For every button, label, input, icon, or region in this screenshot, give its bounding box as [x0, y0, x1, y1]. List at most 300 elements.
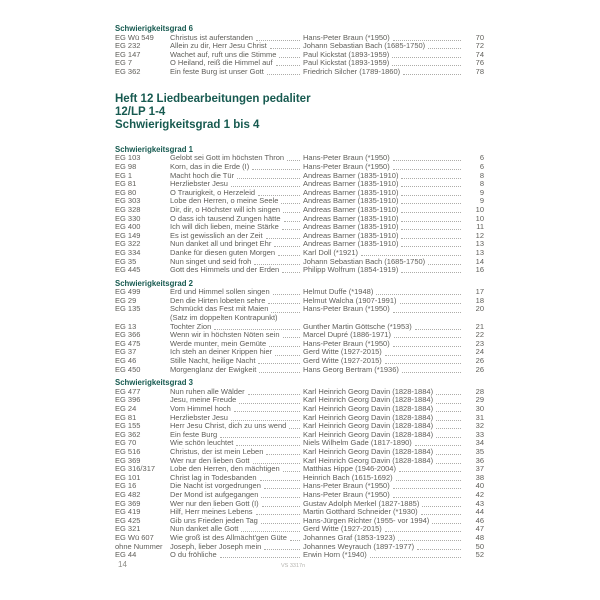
- page-number: 36: [475, 455, 484, 465]
- toc-row: [115, 34, 484, 43]
- composer-cell: [303, 357, 464, 366]
- hymn-title: Wie groß ist des Allmächt'gen Güte: [170, 533, 287, 542]
- dot-leader: [283, 470, 300, 472]
- composer-name: Helmut Duffe (*1948): [303, 288, 374, 297]
- toc-row: [115, 474, 484, 483]
- dot-leader: [259, 371, 300, 373]
- composer-cell: [303, 517, 464, 526]
- composer-cell: [303, 51, 464, 60]
- hymn-number: EG 369: [115, 456, 141, 465]
- composer-cell: [303, 431, 464, 440]
- composer-name: Hans-Jürgen Richter (1955- vor 1994): [303, 516, 430, 525]
- hymn-title-cell: [170, 431, 303, 440]
- composer-name: Karl Heinrich Georg Davin (1828-1884): [303, 405, 434, 413]
- dot-leader: [393, 168, 461, 170]
- hymn-number: EG 232: [115, 42, 141, 51]
- hymn-number: EG 362: [115, 67, 141, 76]
- hymn-title: Herr Jesu Christ, dich zu uns wend: [170, 422, 287, 431]
- difficulty-heading: Schwierigkeitsgrad 3: [115, 378, 193, 388]
- composer-cell: [303, 206, 464, 215]
- page-number: 42: [475, 489, 484, 499]
- toc-row: [115, 405, 484, 414]
- composer-name: Marcel Dupré (1886-1971): [303, 331, 391, 340]
- dot-leader: [385, 530, 461, 532]
- hymn-title: Die Nacht ist vorgedrungen: [170, 482, 261, 491]
- page-number: 8: [479, 179, 484, 189]
- toc-sections-top: [115, 25, 484, 77]
- composer-cell: [303, 297, 464, 306]
- dot-leader: [428, 47, 461, 49]
- toc-row: [115, 172, 484, 181]
- page-number: 21: [475, 321, 484, 331]
- composer-cell: [303, 500, 464, 509]
- toc-row: [115, 180, 484, 189]
- composer-name: Karl Heinrich Georg Davin (1828-1884): [303, 447, 434, 456]
- toc-content: [115, 25, 484, 560]
- hymn-number: EG Wü 549: [115, 33, 154, 42]
- hymn-title: Ein feste Burg ist unser Gott: [170, 67, 264, 76]
- dot-leader: [428, 263, 461, 265]
- hymn-number: EG 400: [115, 223, 141, 232]
- dot-leader: [231, 419, 300, 421]
- hymn-title-cell: [170, 405, 303, 414]
- page-number: 76: [475, 58, 484, 68]
- dot-leader: [385, 354, 461, 356]
- hymn-number: EG 7: [115, 59, 133, 68]
- dot-leader: [234, 410, 300, 412]
- composer-cell: [303, 154, 464, 163]
- dot-leader: [258, 362, 300, 364]
- hymn-title-cell: [170, 357, 303, 366]
- toc-row: [115, 297, 484, 306]
- dot-leader: [432, 522, 461, 524]
- difficulty-heading: Schwierigkeitsgrad 2: [115, 278, 193, 288]
- composer-name: Karl Heinrich Georg Davin (1828-1884): [303, 387, 434, 396]
- composer-name: Andreas Barner (1835-1910): [303, 188, 399, 197]
- page-number: 78: [475, 66, 484, 76]
- composer-cell: [303, 240, 464, 249]
- dot-leader: [417, 548, 461, 550]
- hymn-number: EG 419: [115, 508, 141, 517]
- composer-name: Andreas Barner (1835-1910): [303, 231, 399, 240]
- hymn-number: EG 46: [115, 357, 137, 366]
- dot-leader: [264, 487, 300, 489]
- hymn-title: Herzliebster Jesu: [170, 413, 228, 422]
- hymn-title: Es ist gewisslich an der Zeit: [170, 231, 263, 240]
- hymn-title-cell: [170, 266, 303, 275]
- hymn-number: EG 35: [115, 257, 137, 266]
- hymn-title-cell: [170, 323, 303, 332]
- dot-leader: [396, 479, 461, 481]
- composer-cell: [303, 215, 464, 224]
- dot-leader: [392, 64, 461, 66]
- composer-cell: [303, 366, 464, 375]
- hymn-title: Christus ist auferstanden: [170, 33, 253, 42]
- page-number: 50: [475, 541, 484, 551]
- dot-leader: [278, 254, 300, 256]
- composer-name: Martin Gotthard Schneider (*1930): [303, 508, 418, 517]
- hymn-title-cell: [170, 240, 303, 249]
- page-number: 13: [475, 239, 484, 249]
- dot-leader: [403, 73, 461, 75]
- dot-leader: [401, 194, 461, 196]
- dot-leader: [276, 64, 300, 66]
- toc-row: [115, 68, 484, 77]
- hymn-number: EG 425: [115, 516, 141, 525]
- hymn-title: Wenn wir in höchsten Nöten sein: [170, 331, 280, 340]
- composer-name: Helmut Walcha (1907-1991): [303, 296, 397, 305]
- dot-leader: [436, 419, 461, 421]
- page-number: 46: [475, 515, 484, 525]
- catalog-code: VS 3317n: [281, 563, 306, 569]
- hymn-number: EG 322: [115, 240, 141, 249]
- page-number: 14: [475, 256, 484, 266]
- hymn-title: Nun singet und seid froh: [170, 257, 252, 266]
- composer-cell: [303, 388, 464, 397]
- hymn-title-cell: [170, 348, 303, 357]
- toc-row: [115, 388, 484, 397]
- booklet-heading-line1: Heft 12 Liedbearbeitungen pedaliter: [115, 92, 311, 105]
- hymn-title: Joseph, lieber Joseph mein: [170, 542, 262, 551]
- toc-row: [115, 340, 484, 349]
- composer-name: Matthias Hippe (1946-2004): [303, 465, 396, 474]
- hymn-title-cell: [170, 206, 303, 215]
- toc-row: [115, 154, 484, 163]
- composer-cell: [303, 189, 464, 198]
- composer-cell: [303, 232, 464, 241]
- composer-name: Andreas Barner (1835-1910): [303, 214, 399, 223]
- composer-name: Johannes Weyrauch (1897-1977): [303, 542, 415, 551]
- composer-cell: [303, 42, 464, 51]
- composer-name: Heinrich Bach (1615-1692): [303, 473, 393, 482]
- hymn-title-cell: [170, 154, 303, 163]
- hymn-title-cell: [170, 551, 303, 560]
- page-number: 72: [475, 41, 484, 51]
- hymn-title-cell: [170, 366, 303, 375]
- composer-name: Gerd Witte (1927-2015): [303, 525, 382, 534]
- composer-name: Johann Sebastian Bach (1685-1750): [303, 42, 426, 51]
- hymn-number: EG 155: [115, 422, 141, 431]
- dot-leader: [287, 159, 300, 161]
- hymn-title-cell: [170, 34, 303, 43]
- page-number: 24: [475, 347, 484, 357]
- toc-row: [115, 448, 484, 457]
- page-number: 18: [475, 295, 484, 305]
- hymn-number: EG 321: [115, 525, 141, 534]
- page-number: 47: [475, 524, 484, 534]
- toc-row: [115, 482, 484, 491]
- page-number: 31: [475, 412, 484, 422]
- toc-row: [115, 348, 484, 357]
- dot-leader: [400, 302, 461, 304]
- toc-row: [115, 439, 484, 448]
- composer-name: Johannes Graf (1853-1923): [303, 533, 396, 542]
- hymn-title-cell: [170, 543, 303, 552]
- composer-name: Gustav Adolph Merkel (1827-1885): [303, 499, 420, 508]
- hymn-title-cell: [170, 180, 303, 189]
- dot-leader: [436, 402, 461, 404]
- hymn-number: EG 13: [115, 322, 137, 331]
- hymn-title-cell: [170, 297, 303, 306]
- hymn-title: Ein feste Burg: [170, 430, 218, 439]
- dot-leader: [239, 402, 300, 404]
- composer-cell: [303, 180, 464, 189]
- toc-row: [115, 491, 484, 500]
- hymn-number: EG 80: [115, 188, 137, 197]
- hymn-number: EG 516: [115, 447, 141, 456]
- toc-row: [115, 249, 484, 258]
- toc-row: [115, 534, 484, 543]
- hymn-number: EG 149: [115, 231, 141, 240]
- toc-row: [115, 525, 484, 534]
- hymn-title: Den die Hirten lobeten sehre: [170, 296, 266, 305]
- hymn-title: Erd und Himmel sollen singen: [170, 288, 270, 297]
- hymn-number: EG 328: [115, 205, 141, 214]
- composer-name: Hans-Peter Braun (*1950): [303, 162, 390, 171]
- hymn-title: Schmückt das Fest mit Maien: [170, 305, 269, 314]
- toc-row: [115, 431, 484, 440]
- page-number: 10: [475, 213, 484, 223]
- composer-name: Niels Wilhelm Gade (1817-1890): [303, 439, 412, 448]
- toc-row: [115, 51, 484, 60]
- composer-cell: [303, 491, 464, 500]
- dot-leader: [256, 39, 300, 41]
- composer-name: Paul Kickstat (1893-1959): [303, 50, 390, 59]
- hymn-title-cell: [170, 172, 303, 181]
- toc-row: [115, 357, 484, 366]
- hymn-number: EG 147: [115, 50, 141, 59]
- hymn-title: Gott des Himmels und der Erden: [170, 266, 280, 275]
- hymn-title-cell: [170, 288, 303, 297]
- composer-name: Paul Kickstat (1893-1959): [303, 59, 390, 68]
- dot-leader: [254, 263, 300, 265]
- hymn-title-cell: [170, 482, 303, 491]
- hymn-title: Wachet auf, ruft uns die Stimme: [170, 50, 277, 59]
- page-number: 30: [475, 404, 484, 413]
- toc-note-row: [115, 314, 484, 323]
- page-number: 70: [475, 32, 484, 42]
- composer-name: Hans-Peter Braun (*1950): [303, 482, 390, 491]
- hymn-title: Herzliebster Jesu: [170, 180, 228, 189]
- composer-name: Karl Doll (*1921): [303, 248, 359, 257]
- hymn-title-cell: [170, 388, 303, 397]
- composer-cell: [303, 534, 464, 543]
- toc-sections-main: [115, 146, 484, 560]
- composer-name: Karl Heinrich Georg Davin (1828-1884): [303, 396, 434, 405]
- dot-leader: [275, 354, 300, 356]
- page-number: 33: [475, 429, 484, 439]
- toc-row: [115, 465, 484, 474]
- page-number: 74: [475, 49, 484, 59]
- hymn-number: EG 475: [115, 339, 141, 348]
- composer-name: Andreas Barner (1835-1910): [303, 223, 399, 232]
- hymn-title: Gib uns Frieden jeden Tag: [170, 516, 258, 525]
- hymn-title: Nun ruhen alle Wälder: [170, 387, 245, 396]
- hymn-number: EG 81: [115, 413, 137, 422]
- hymn-title-cell: [170, 249, 303, 258]
- hymn-number: EG 334: [115, 248, 141, 257]
- dot-leader: [361, 254, 461, 256]
- toc-section: [115, 25, 484, 77]
- hymn-title-cell: [170, 491, 303, 500]
- toc-row: [115, 240, 484, 249]
- page-number: 6: [479, 161, 484, 171]
- hymn-title: Lobe den Herren, den mächtigen: [170, 465, 280, 474]
- composer-cell: [303, 474, 464, 483]
- composer-cell: [303, 439, 464, 448]
- composer-name: Karl Heinrich Georg Davin (1828-1884): [303, 422, 434, 431]
- dot-leader: [270, 47, 300, 49]
- dot-leader: [393, 496, 461, 498]
- toc-row: [115, 543, 484, 552]
- composer-name: Andreas Barner (1835-1910): [303, 240, 399, 249]
- hymn-number: EG 303: [115, 197, 141, 206]
- page-number: 34: [475, 438, 484, 448]
- composer-cell: [303, 258, 464, 267]
- page-number-footer: 14: [118, 560, 127, 569]
- composer-cell: [303, 465, 464, 474]
- composer-name: Karl Heinrich Georg Davin (1828-1884): [303, 456, 434, 465]
- dot-leader: [436, 393, 461, 395]
- toc-row: [115, 457, 484, 466]
- dot-leader: [241, 530, 300, 532]
- hymn-title-cell: [170, 340, 303, 349]
- composer-cell: [303, 405, 464, 414]
- dot-leader: [256, 513, 300, 515]
- page-number: 13: [475, 247, 484, 257]
- hymn-number: EG 98: [115, 162, 137, 171]
- hymn-number: EG 101: [115, 473, 141, 482]
- dot-leader: [273, 293, 300, 295]
- dot-leader: [402, 371, 461, 373]
- composer-cell: [303, 448, 464, 457]
- booklet-heading-line3: Schwierigkeitsgrad 1 bis 4: [115, 119, 260, 132]
- toc-row: [115, 215, 484, 224]
- booklet-heading: [115, 93, 484, 133]
- composer-name: Andreas Barner (1835-1910): [303, 171, 399, 180]
- page-number: 12: [475, 230, 484, 240]
- dot-leader: [401, 220, 461, 222]
- hymn-title-cell: [170, 51, 303, 60]
- composer-name: Johann Sebastian Bach (1685-1750): [303, 257, 426, 266]
- composer-cell: [303, 422, 464, 431]
- composer-cell: [303, 396, 464, 405]
- composer-cell: [303, 525, 464, 534]
- toc-row: [115, 422, 484, 431]
- composer-cell: [303, 323, 464, 332]
- dot-leader: [214, 328, 300, 330]
- page-number: 37: [475, 464, 484, 474]
- hymn-title-cell: [170, 215, 303, 224]
- composer-name: Karl Heinrich Georg Davin (1828-1884): [303, 430, 434, 439]
- composer-name: Gerd Witte (1927-2015): [303, 357, 382, 366]
- hymn-number: EG 135: [115, 305, 141, 314]
- hymn-number: EG 477: [115, 387, 141, 396]
- hymn-title: Wie schön leuchtet: [170, 439, 234, 448]
- dot-leader: [415, 328, 461, 330]
- hymn-title: O dass ich tausend Zungen hätte: [170, 214, 281, 223]
- hymn-title-cell: [170, 534, 303, 543]
- hymn-title: Lobe den Herren, o meine Seele: [170, 197, 279, 206]
- dot-leader: [279, 56, 300, 58]
- booklet-heading-line2: 12/LP 1-4: [115, 105, 166, 118]
- dot-leader: [393, 345, 461, 347]
- hymn-title-cell: [170, 223, 303, 232]
- hymn-number: ohne Nummer: [115, 542, 163, 551]
- composer-cell: [303, 508, 464, 517]
- composer-name: Hans-Peter Braun (*1950): [303, 154, 390, 163]
- dot-leader: [266, 453, 300, 455]
- hymn-title-cell: [170, 500, 303, 509]
- page-number: 48: [475, 532, 484, 542]
- page-number: 26: [475, 364, 484, 374]
- dot-leader: [401, 245, 461, 247]
- toc-row: [115, 366, 484, 375]
- hymn-number: EG 450: [115, 365, 141, 374]
- hymn-title-cell: [170, 232, 303, 241]
- hymn-title: Gelobt sei Gott im höchsten Thron: [170, 154, 285, 163]
- dot-leader: [376, 293, 461, 295]
- dot-leader: [436, 436, 461, 438]
- hymn-title: Hilf, Herr meines Lebens: [170, 508, 253, 517]
- page-number: 6: [479, 153, 484, 163]
- hymn-title: Nun danket alle Gott: [170, 525, 239, 534]
- composer-cell: [303, 348, 464, 357]
- hymn-title: Macht hoch die Tür: [170, 171, 235, 180]
- hymn-title: Christus, der ist mein Leben: [170, 447, 264, 456]
- composer-cell: [303, 163, 464, 172]
- composer-name: Hans-Peter Braun (*1950): [303, 339, 390, 348]
- toc-section: [115, 146, 484, 275]
- toc-row: [115, 163, 484, 172]
- page-number: 9: [479, 196, 484, 206]
- hymn-number: EG 24: [115, 405, 137, 413]
- dot-leader: [436, 462, 461, 464]
- dot-leader: [282, 271, 300, 273]
- dot-leader: [399, 470, 461, 472]
- page-number: 35: [475, 446, 484, 456]
- dot-leader: [415, 444, 461, 446]
- hymn-title: Der Mond ist aufgegangen: [170, 490, 259, 499]
- dot-leader: [261, 522, 300, 524]
- page-number: 28: [475, 386, 484, 396]
- hymn-title-cell: [170, 42, 303, 51]
- composer-cell: [303, 197, 464, 206]
- hymn-title-cell: [170, 525, 303, 534]
- composer-name: Hans Georg Bertram (*1936): [303, 365, 399, 374]
- toc-row: [115, 206, 484, 215]
- hymn-number: EG Wü 607: [115, 533, 154, 542]
- toc-row: [115, 508, 484, 517]
- dot-leader: [398, 539, 461, 541]
- composer-name: Andreas Barner (1835-1910): [303, 197, 399, 206]
- hymn-title: Tochter Zion: [170, 322, 212, 331]
- hymn-number: EG 70: [115, 439, 137, 448]
- dot-leader: [282, 228, 300, 230]
- composer-cell: [303, 414, 464, 423]
- hymn-title: O Heiland, reiß die Himmel auf: [170, 59, 273, 68]
- toc-row: [115, 396, 484, 405]
- hymn-title-cell: [170, 396, 303, 405]
- dot-leader: [284, 220, 301, 222]
- page-number: 11: [476, 222, 484, 232]
- toc-row: [115, 258, 484, 267]
- dot-leader: [393, 311, 461, 313]
- hymn-title: Nun danket all und bringet Ehr: [170, 240, 272, 249]
- dot-leader: [401, 185, 461, 187]
- toc-section: [115, 379, 484, 559]
- composer-cell: [303, 68, 464, 77]
